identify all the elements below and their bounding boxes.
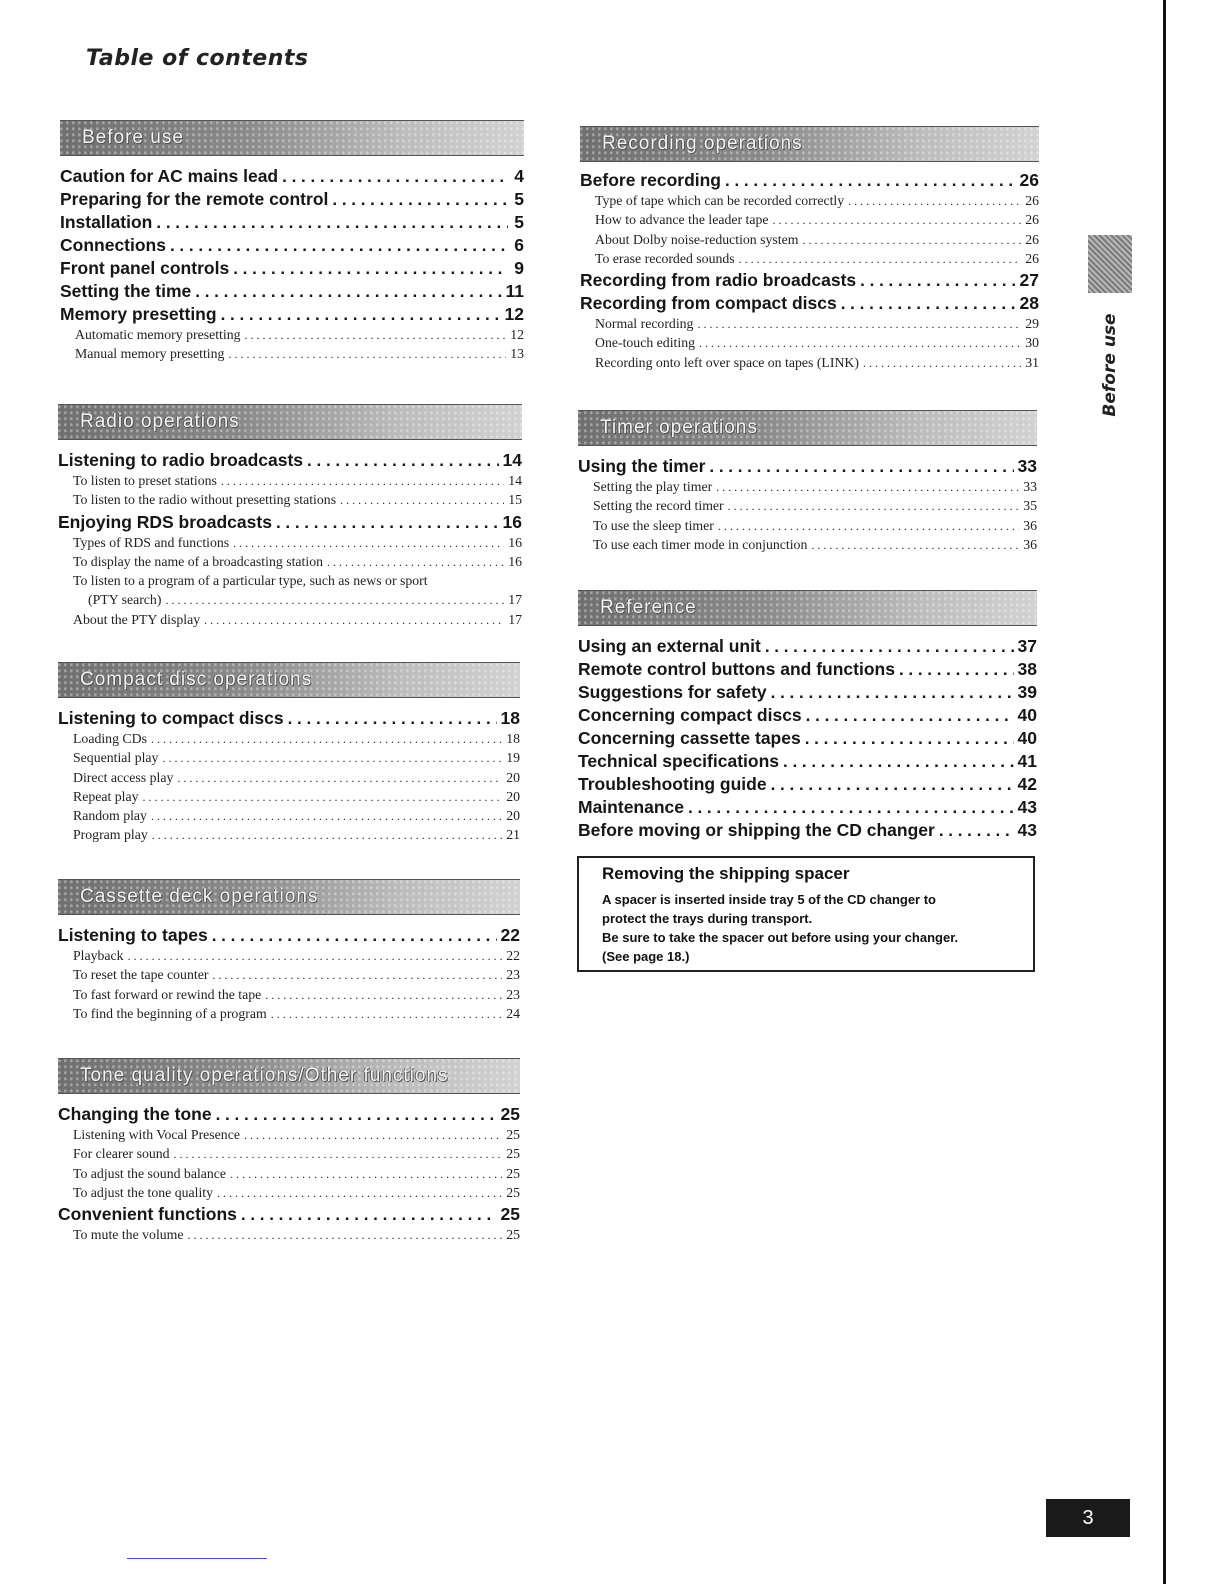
toc-entry[interactable]: Preparing for the remote control . . . 5 [60, 189, 524, 212]
toc-entry[interactable]: Suggestions for safety . . . 39 [578, 682, 1037, 705]
toc-entry[interactable]: Maintenance . . . 43 [578, 797, 1037, 820]
toc-entry[interactable]: Setting the time . . . 11 [60, 281, 524, 304]
toc-subentry[interactable]: To fast forward or rewind the tape . . . 23 [58, 987, 520, 1006]
section-header-label: Reference [600, 597, 697, 618]
toc-entry[interactable]: Concerning compact discs . . . 40 [578, 705, 1037, 728]
page-number: 3 [1046, 1499, 1130, 1537]
toc-subentry[interactable]: About Dolby noise-reduction system . . . 26 [580, 232, 1039, 251]
toc-subentry[interactable]: To adjust the tone quality . . . 25 [58, 1185, 520, 1204]
toc-subentry[interactable]: To listen to the radio without presetting stations . . . 15 [58, 492, 522, 511]
toc-subentry[interactable]: To use each timer mode in conjunction . . . 36 [578, 537, 1037, 556]
notice-text: (See page 18.) [602, 949, 690, 964]
toc-entry[interactable]: Connections . . . 6 [60, 235, 524, 258]
section-timer [578, 410, 1037, 556]
toc-subentry[interactable]: To find the beginning of a program . . . 24 [58, 1006, 520, 1025]
toc-subentry[interactable]: Setting the play timer . . . 33 [578, 479, 1037, 498]
toc-subentry[interactable]: Direct access play . . . 20 [58, 770, 520, 789]
toc-subentry[interactable]: Listening with Vocal Presence . . . 25 [58, 1127, 520, 1146]
toc-subentry[interactable]: To display the name of a broadcasting station . . . 16 [58, 554, 522, 573]
toc-subentry[interactable]: To listen to preset stations . . . 14 [58, 473, 522, 492]
toc-subentry[interactable]: Types of RDS and functions . . . 16 [58, 535, 522, 554]
toc-subentry[interactable]: One-touch editing . . . 30 [580, 335, 1039, 354]
section-header-tone [58, 1058, 520, 1094]
toc-subentry[interactable]: To use the sleep timer . . . 36 [578, 518, 1037, 537]
toc-entry[interactable]: Changing the tone . . . 25 [58, 1104, 520, 1127]
section-header-label: Tone quality operations/Other functions [80, 1065, 449, 1086]
footer-rule [127, 1558, 267, 1559]
toc-subentry[interactable]: To erase recorded sounds . . . 26 [580, 251, 1039, 270]
section-recording [580, 126, 1039, 374]
section-header-cassette [58, 879, 520, 915]
toc-subentry[interactable]: To adjust the sound balance . . . 25 [58, 1166, 520, 1185]
toc-entry[interactable]: Before recording . . . 26 [580, 170, 1039, 193]
section-header-label: Cassette deck operations [80, 886, 319, 907]
notice-text: A spacer is inserted inside tray 5 of the CD changer to [602, 892, 937, 907]
toc-entry[interactable]: Recording from compact discs . . . 28 [580, 293, 1039, 316]
toc-entry[interactable]: Front panel controls . . . 9 [60, 258, 524, 281]
section-tone [58, 1058, 520, 1246]
side-section-label: Before use [1100, 313, 1120, 417]
section-header-before-use [60, 120, 524, 156]
section-cd [58, 662, 520, 847]
toc-subentry[interactable]: Repeat play . . . 20 [58, 789, 520, 808]
toc-entry[interactable]: Caution for AC mains lead . . . 4 [60, 166, 524, 189]
section-reference [578, 590, 1037, 843]
notice-text: Be sure to take the spacer out before using your changer. [602, 930, 959, 945]
toc-subentry[interactable]: Setting the record timer . . . 35 [578, 498, 1037, 517]
shipping-spacer-notice [577, 856, 1035, 972]
toc-entry[interactable]: Enjoying RDS broadcasts . . . 16 [58, 512, 522, 535]
section-header-label: Recording operations [602, 133, 803, 154]
toc-entry[interactable]: Recording from radio broadcasts . . . 27 [580, 270, 1039, 293]
toc-subentry[interactable]: Normal recording . . . 29 [580, 316, 1039, 335]
toc-entry[interactable]: Memory presetting . . . 12 [60, 304, 524, 327]
toc-subentry[interactable]: (PTY search) . . . 17 [58, 592, 522, 611]
toc-entry[interactable]: Using the timer . . . 33 [578, 456, 1037, 479]
toc-subentry[interactable]: Recording onto left over space on tapes (LINK) . . . 31 [580, 355, 1039, 374]
toc-subentry[interactable]: Manual memory presetting . . . 13 [60, 346, 524, 365]
toc-subentry[interactable]: To reset the tape counter . . . 23 [58, 967, 520, 986]
toc-subentry[interactable]: Sequential play . . . 19 [58, 750, 520, 769]
section-header-cd [58, 662, 520, 698]
notice-text: protect the trays during transport. [602, 911, 813, 926]
toc-entry[interactable]: Listening to tapes . . . 22 [58, 925, 520, 948]
toc-subentry[interactable]: Loading CDs . . . 18 [58, 731, 520, 750]
toc-entry[interactable]: Listening to compact discs . . . 18 [58, 708, 520, 731]
notice-title: Removing the shipping spacer [602, 864, 850, 883]
page-title: Table of contents [86, 46, 309, 71]
section-header-reference [578, 590, 1037, 626]
section-cassette [58, 879, 520, 1025]
section-header-timer [578, 410, 1037, 446]
toc-subentry[interactable]: For clearer sound . . . 25 [58, 1146, 520, 1165]
toc-entry[interactable]: Concerning cassette tapes . . . 40 [578, 728, 1037, 751]
toc-entry[interactable]: Using an external unit . . . 37 [578, 636, 1037, 659]
toc-subentry[interactable]: Playback . . . 22 [58, 948, 520, 967]
section-header-label: Timer operations [600, 417, 758, 438]
toc-entry[interactable]: Technical specifications . . . 41 [578, 751, 1037, 774]
toc-subentry[interactable]: How to advance the leader tape . . . 26 [580, 212, 1039, 231]
toc-entry[interactable]: Listening to radio broadcasts . . . 14 [58, 450, 522, 473]
toc-subentry[interactable]: To mute the volume . . . 25 [58, 1227, 520, 1246]
toc-entry[interactable]: Troubleshooting guide . . . 42 [578, 774, 1037, 797]
toc-subentry[interactable]: Random play . . . 20 [58, 808, 520, 827]
toc-entry[interactable]: Remote control buttons and functions . . . 38 [578, 659, 1037, 682]
toc-entry[interactable]: Convenient functions . . . 25 [58, 1204, 520, 1227]
section-header-label: Radio operations [80, 411, 240, 432]
toc-subentry[interactable]: Type of tape which can be recorded correctly . . . 26 [580, 193, 1039, 212]
section-header-radio [58, 404, 522, 440]
toc-subentry[interactable]: Program play . . . 21 [58, 827, 520, 846]
toc-entry[interactable]: Installation . . . 5 [60, 212, 524, 235]
toc-entry[interactable]: Before moving or shipping the CD changer . . . 43 [578, 820, 1037, 843]
section-header-recording [580, 126, 1039, 162]
toc-subentry[interactable]: Automatic memory presetting . . . 12 [60, 327, 524, 346]
toc-subentry[interactable]: About the PTY display . . . 17 [58, 612, 522, 631]
section-header-label: Compact disc operations [80, 669, 313, 690]
section-tab-marker [1088, 235, 1132, 293]
section-radio [58, 404, 522, 631]
toc-subentry[interactable]: To listen to a program of a particular type, such as news or sport [73, 573, 428, 589]
section-header-label: Before use [82, 127, 184, 148]
right-edge-rule [1163, 0, 1166, 1584]
section-before-use [60, 120, 524, 366]
